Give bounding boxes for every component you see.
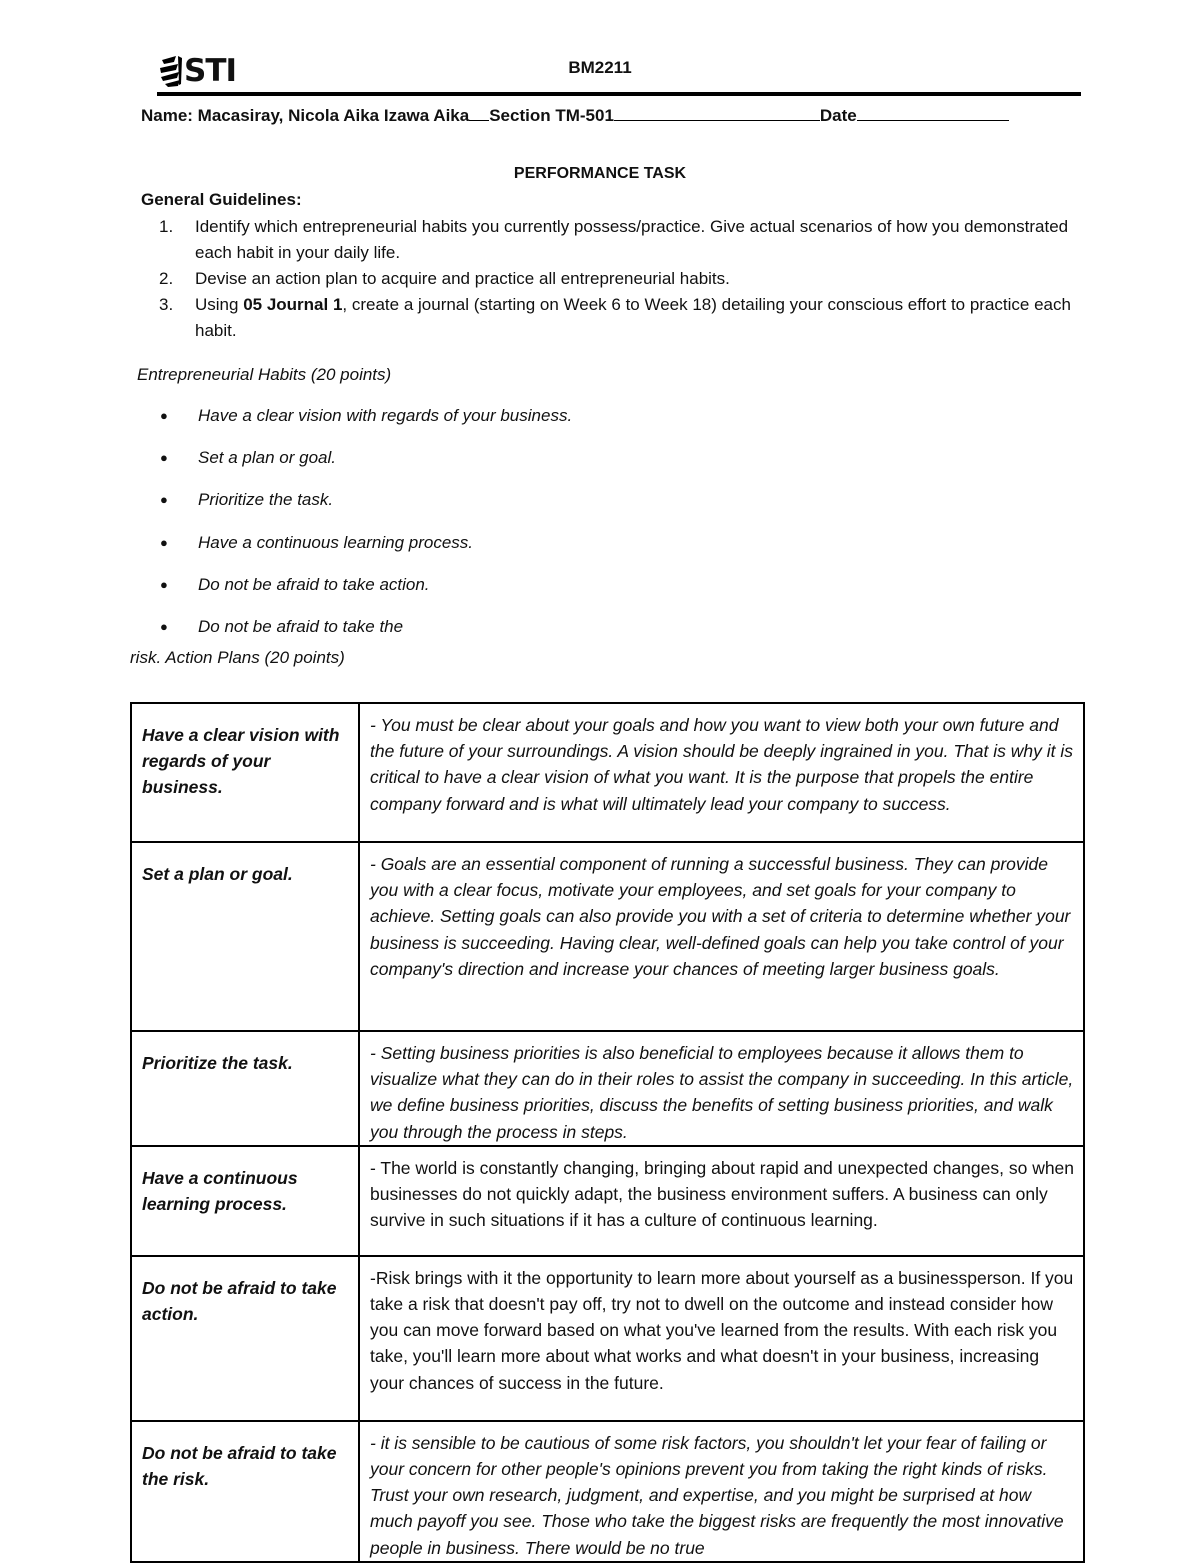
plan-cell: - it is sensible to be cautious of some risk factors, you shouldn't let your fear of failing or your concern for other people's opinions prevent you from taking the right kinds of risks. Trust your own research, judgment, and expertise, and you might be surprised at how much payoff you see. Those who take the biggest risks are frequently the most innovative people in business. There would be no true: [359, 1421, 1084, 1562]
habit-bullet: ● Prioritize the task.: [160, 488, 572, 530]
habit-cell: Prioritize the task.: [131, 1031, 359, 1146]
section-label: Section TM-501: [489, 106, 614, 125]
plan-cell: -Risk brings with it the opportunity to learn more about yourself as a businessperson. If you take a risk that doesn't pay off, try not to dwell on the outcome and instead consider how you can move forward based on what you've learned from the results. With each risk you take, you'll learn more about what works and what doesn't in your business, increasing your chances of success in the future.: [359, 1256, 1084, 1421]
guideline-item: 2. Devise an action plan to acquire and practice all entrepreneurial habits.: [159, 269, 730, 288]
guidelines-list: [141, 214, 1081, 344]
name-blank: [469, 106, 489, 121]
habit-cell: Set a plan or goal.: [131, 842, 359, 1031]
bullet-icon: ●: [160, 534, 168, 550]
table-row: [131, 1256, 1084, 1421]
table-row: [131, 842, 1084, 1031]
bullet-icon: ●: [160, 618, 168, 634]
date-label: Date: [819, 106, 857, 125]
habit-bullet: ● Have a clear vision with regards of your business.: [160, 404, 572, 446]
journal-reference: 05 Journal 1: [243, 295, 343, 314]
date-blank: [857, 106, 1009, 121]
guideline-item: 3. Using 05 Journal 1, create a journal (starting on Week 6 to Week 18) detailing your conscious effort to practice each habit.: [159, 295, 1071, 340]
table-row: [131, 1421, 1084, 1562]
course-code: BM2211: [568, 58, 632, 77]
habit-bullet: ● Have a continuous learning process.: [160, 531, 572, 573]
habit-bullet: ● Do not be afraid to take the: [160, 615, 572, 657]
bullet-icon: ●: [160, 492, 168, 508]
habit-cell: Do not be afraid to take action.: [131, 1256, 359, 1421]
header-divider: [157, 92, 1081, 96]
habits-heading: Entrepreneurial Habits (20 points): [137, 365, 392, 384]
page-title: PERFORMANCE TASK: [513, 165, 687, 182]
bullet-icon: ●: [160, 576, 168, 592]
habits-list: [160, 404, 572, 657]
student-info-line: [141, 106, 1081, 126]
plan-cell: - Goals are an essential component of running a successful business. They can provide you with a clear focus, motivate your employees, and set goals for your company to achieve. Setting goals can also provide you with a set of criteria to determine whether your business is succeeding. Having clear, well-defined goals can help you take control of your company's direction and increase your chances of meeting larger business goals.: [359, 842, 1084, 1031]
plan-cell: - The world is constantly changing, bringing about rapid and unexpected changes, so when businesses do not quickly adapt, the business environment suffers. A business can only survive in such situations if it has a culture of continuous learning.: [359, 1146, 1084, 1256]
action-plans-table: [130, 702, 1085, 1563]
habit-cell: Have a clear vision with regards of your business.: [131, 703, 359, 842]
guideline-item: 1. Identify which entrepreneurial habits you currently possess/practice. Give actual scenarios of how you demonstrated each habit in your daily life.: [159, 217, 1069, 262]
plan-cell: - Setting business priorities is also beneficial to employees because it allows them to visualize what they can do in their roles to assist the company in succeeding. In this article, we define business priorities, discuss the benefits of setting business priorities, and walk you through the process in steps.: [359, 1031, 1084, 1146]
bullet-icon: ●: [160, 450, 168, 466]
guidelines-heading: General Guidelines:: [141, 190, 302, 209]
habit-cell: Have a continuous learning process.: [131, 1146, 359, 1256]
habit-bullet: ● Do not be afraid to take action.: [160, 573, 572, 615]
action-plans-heading: risk. Action Plans (20 points): [130, 648, 345, 667]
habit-bullet: ● Set a plan or goal.: [160, 446, 572, 488]
bullet-icon: ●: [160, 408, 168, 423]
habit-cell: Do not be afraid to take the risk.: [131, 1421, 359, 1562]
table-row: [131, 1031, 1084, 1146]
section-blank: [614, 106, 820, 121]
table-row: [131, 703, 1084, 842]
plan-cell: - You must be clear about your goals and how you want to view both your own future and the future of your surroundings. A vision should be deeply ingrained in you. That is why it is critical to have a clear vision of what you want. It is the purpose that propels the entire company forward and is what will ultimately lead your company to success.: [359, 703, 1084, 842]
name-label: Name: Macasiray, Nicola Aika Izawa Aika: [141, 106, 470, 125]
logo-text: STI: [184, 53, 237, 89]
table-row: [131, 1146, 1084, 1256]
